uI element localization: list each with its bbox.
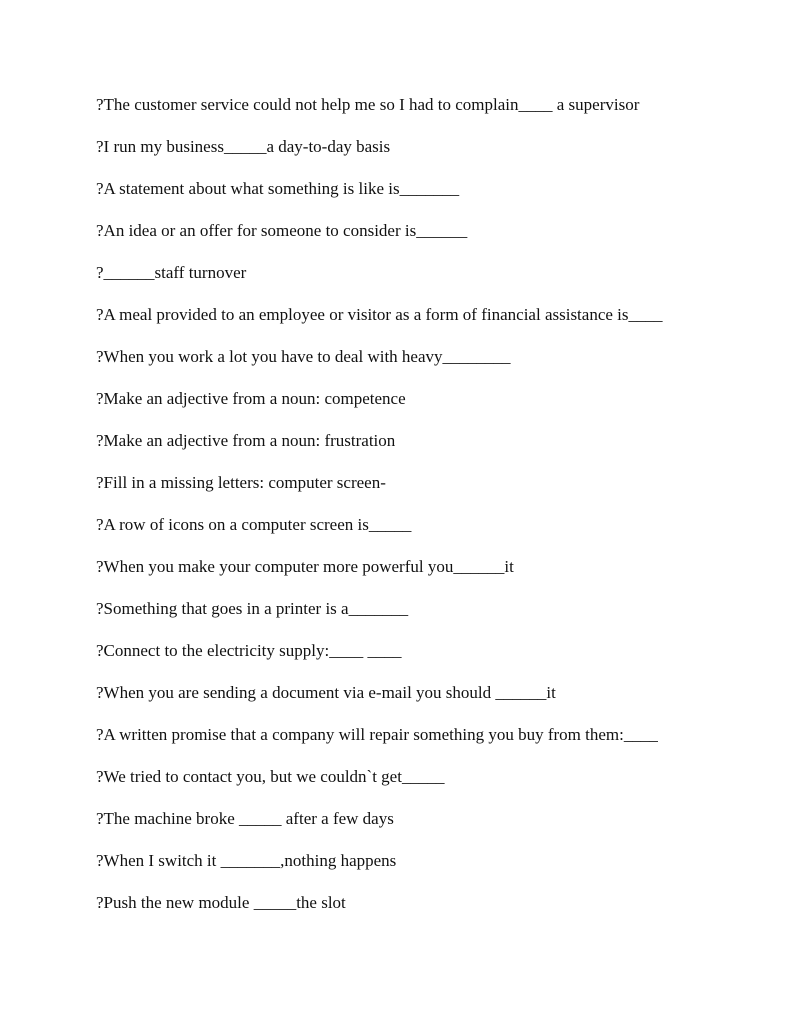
question-item: ?Fill in a missing letters: computer screen- bbox=[96, 473, 386, 492]
question-item: ?I run my business_____a day-to-day basis bbox=[96, 137, 391, 156]
question-item: ?When I switch it _______,nothing happens bbox=[96, 851, 397, 870]
question-item: ?______staff turnover bbox=[96, 263, 247, 282]
question-item: ?The machine broke _____ after a few days bbox=[96, 809, 394, 828]
question-item: ?When you make your computer more powerful you______it bbox=[96, 557, 514, 576]
question-item: ?When you work a lot you have to deal with heavy________ bbox=[96, 347, 511, 366]
question-item: ?Make an adjective from a noun: competence bbox=[96, 389, 406, 408]
question-item: ?A row of icons on a computer screen is_____ bbox=[96, 515, 412, 534]
question-item: ?The customer service could not help me so I had to complain____ a supervisor bbox=[96, 95, 640, 114]
question-item: ?Make an adjective from a noun: frustration bbox=[96, 431, 396, 450]
question-item: ?Something that goes in a printer is a_______ bbox=[96, 599, 409, 618]
question-item: ?When you are sending a document via e-mail you should ______it bbox=[96, 683, 556, 702]
question-list bbox=[96, 92, 756, 932]
question-item: ?An idea or an offer for someone to consider is______ bbox=[96, 221, 468, 240]
question-item: ?A statement about what something is like is_______ bbox=[96, 179, 460, 198]
question-item: ?Connect to the electricity supply:____ ____ bbox=[96, 641, 402, 660]
question-item: ?A meal provided to an employee or visitor as a form of financial assistance is____ bbox=[96, 305, 663, 324]
question-item: ?A written promise that a company will repair something you buy from them:____ bbox=[96, 725, 658, 744]
question-item: ?Push the new module _____the slot bbox=[96, 893, 346, 912]
question-item: ?We tried to contact you, but we couldn`t get_____ bbox=[96, 767, 445, 786]
